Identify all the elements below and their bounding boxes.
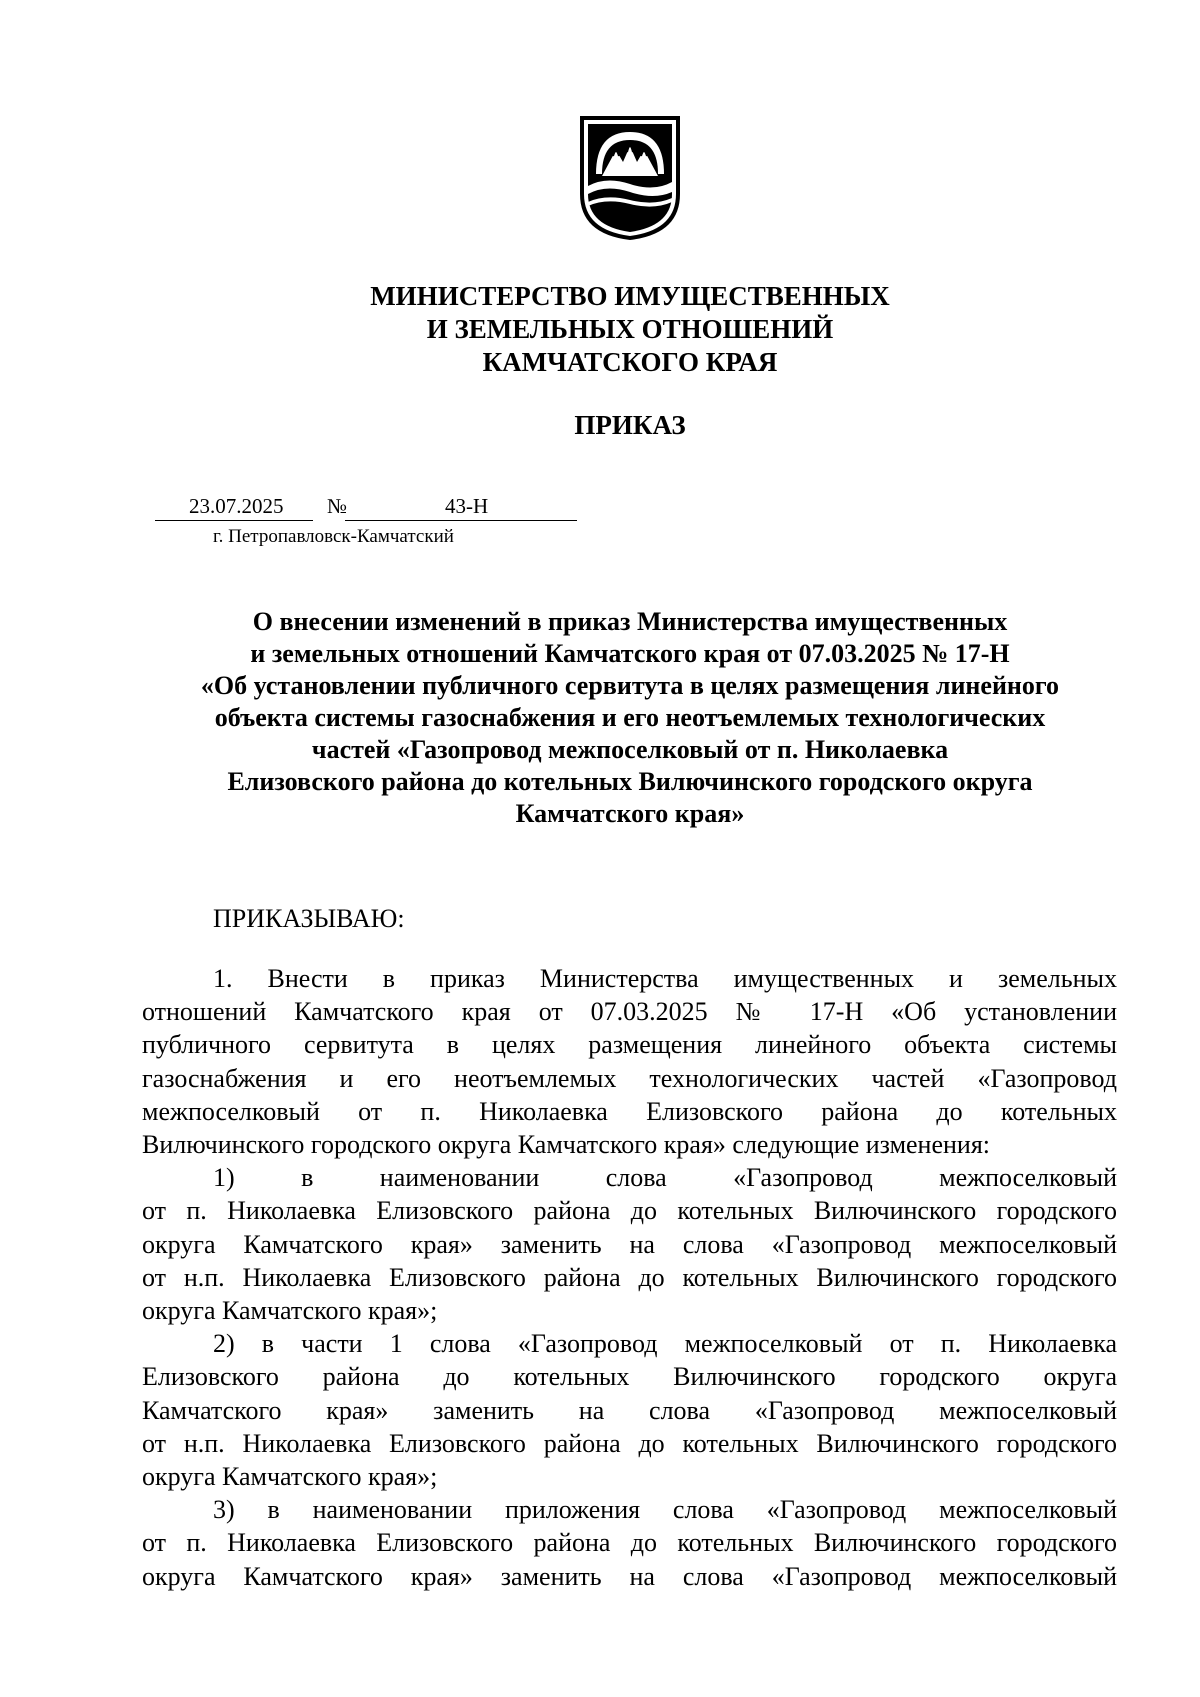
body-line: 1) в наименовании слова «Газопровод межпоселковый	[213, 1163, 1117, 1193]
subject-line: Елизовского района до котельных Вилючинского городского округа	[227, 767, 1033, 796]
number-underline	[345, 520, 577, 521]
ministry-name	[300, 280, 960, 379]
ministry-name-line: КАМЧАТСКОГО КРАЯ	[482, 347, 778, 377]
subject-line: и земельных отношений Камчатского края от 07.03.2025 № 17-Н	[250, 639, 1010, 668]
subject-line: «Об установлении публичного сервитута в целях размещения линейного	[200, 671, 1060, 700]
document-type: ПРИКАЗ	[574, 410, 686, 440]
coat-of-arms-emblem	[576, 112, 684, 242]
ministry-name-line: МИНИСТЕРСТВО ИМУЩЕСТВЕННЫХ	[370, 281, 890, 311]
body-line: от п. Николаевка Елизовского района до котельных Вилючинского городского	[142, 1528, 1117, 1558]
order-directive: ПРИКАЗЫВАЮ:	[213, 904, 405, 933]
order-body	[142, 962, 1117, 1593]
body-line: 2) в части 1 слова «Газопровод межпоселковый от п. Николаевка	[213, 1329, 1117, 1359]
body-line: от п. Николаевка Елизовского района до котельных Вилючинского городского	[142, 1196, 1117, 1226]
body-line: округа Камчатского края» заменить на слова «Газопровод межпоселковый	[142, 1229, 1117, 1259]
order-date: 23.07.2025	[189, 494, 284, 518]
date-underline	[155, 520, 313, 521]
body-line: публичного сервитута в целях размещения линейного объекта системы	[142, 1030, 1117, 1060]
body-line: газоснабжения и его неотъемлемых технологических частей «Газопровод	[142, 1063, 1117, 1093]
body-line: округа Камчатского края»;	[142, 1296, 438, 1326]
subject-line: Камчатского края»	[515, 799, 745, 828]
body-line: 3) в наименовании приложения слова «Газопровод межпоселковый	[213, 1495, 1117, 1525]
subject-line: О внесении изменений в приказ Министерства имущественных	[252, 607, 1008, 636]
body-line: Вилючинского городского округа Камчатского края» следующие изменения:	[142, 1130, 991, 1160]
subject-line: частей «Газопровод межпоселковый от п. Николаевка	[311, 735, 949, 764]
order-subject	[150, 606, 1110, 830]
body-line: 1. Внести в приказ Министерства имущественных и земельных	[213, 964, 1117, 993]
body-line: округа Камчатского края» заменить на слова «Газопровод межпоселковый	[142, 1561, 1117, 1591]
ministry-name-line: И ЗЕМЕЛЬНЫХ ОТНОШЕНИЙ	[426, 314, 834, 344]
body-line: округа Камчатского края»;	[142, 1462, 438, 1492]
body-line: межпоселковый от п. Николаевка Елизовского района до котельных	[142, 1096, 1117, 1126]
body-line: Елизовского района до котельных Вилючинского городского округа	[142, 1362, 1117, 1392]
body-line: отношений Камчатского края от 07.03.2025 № 17-Н «Об установлении	[142, 997, 1117, 1027]
body-line: от н.п. Николаевка Елизовского района до котельных Вилючинского городского	[142, 1262, 1117, 1292]
date-number-row	[155, 493, 577, 523]
emblem-icon	[576, 112, 684, 242]
number-sign: №	[327, 494, 348, 518]
body-line: от н.п. Николаевка Елизовского района до котельных Вилючинского городского	[142, 1428, 1117, 1458]
issue-place: г. Петропавловск-Камчатский	[213, 526, 454, 547]
subject-line: объекта системы газоснабжения и его неотъемлемых технологических	[214, 703, 1046, 732]
order-number: 43-Н	[445, 494, 489, 518]
body-line: Камчатского края» заменить на слова «Газопровод межпоселковый	[142, 1395, 1117, 1425]
